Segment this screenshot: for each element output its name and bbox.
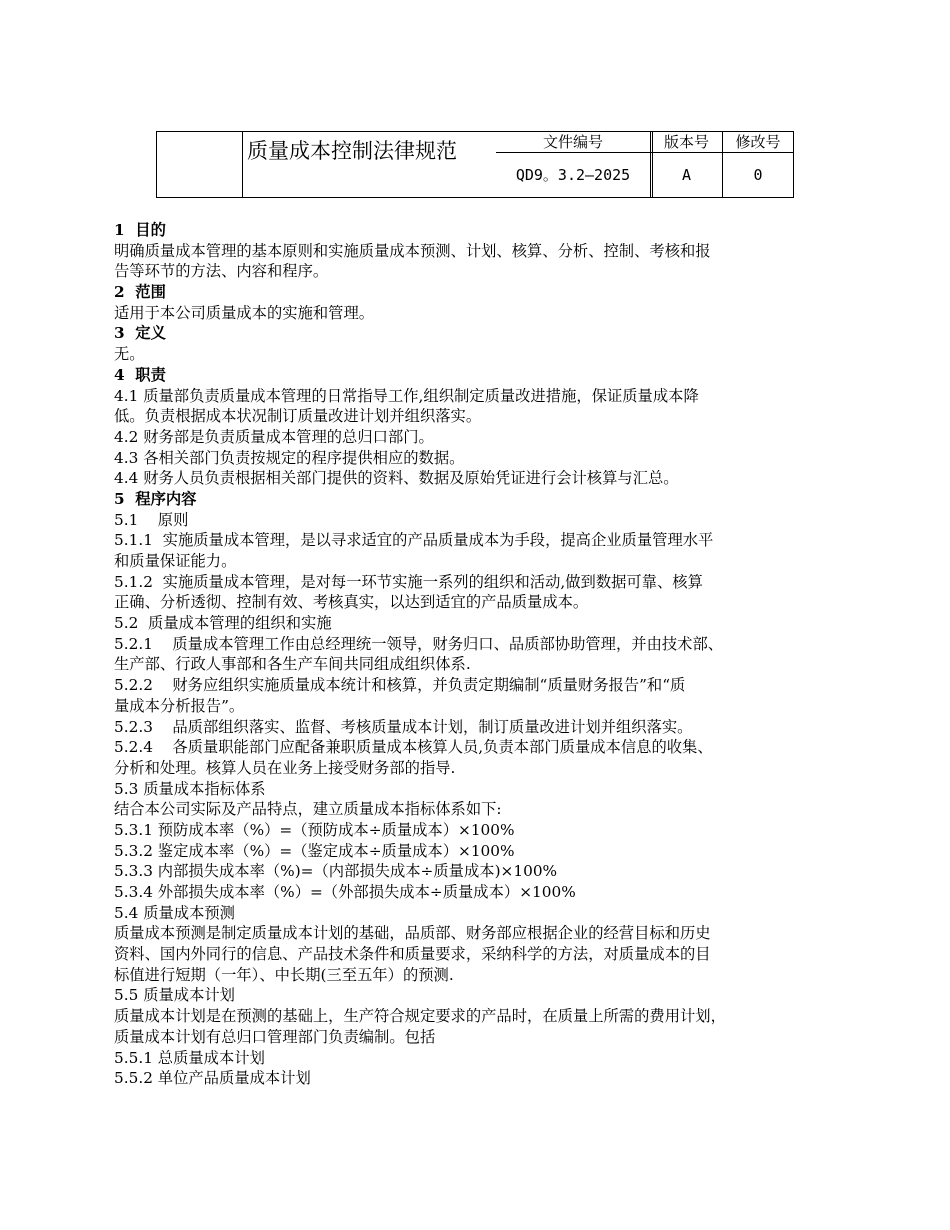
body-text-line: 4.4 财务人员负责根据相关部门提供的资料、数据及原始凭证进行会计核算与汇总。 [114, 469, 679, 488]
body-text-line: 低。负责根据成本状况制订质量改进计划并组织落实。 [114, 407, 482, 426]
body-text-line: 资料、国内外同行的信息、产品技术条件和质量要求，采纳科学的方法，对质量成本的目 [114, 945, 711, 964]
body-text-line: 分析和处理。核算人员在业务上接受财务部的指导. [114, 758, 456, 777]
body-text-line: 质量成本计划有总归口管理部门负责编制。包括 [114, 1027, 436, 1046]
body-text-line: 5.3.3 内部损失成本率（%)=（内部损失成本÷质量成本)×100% [114, 862, 558, 881]
body-text-line: 5.2.3 品质部组织落实、监督、考核质量成本计划，制订质量改进计划并组织落实。 [114, 717, 693, 736]
section-heading: 4 职责 [114, 365, 166, 384]
body-text-line: 5.2.2 财务应组织实施质量成本统计和核算，并负责定期编制“质量财务报告”和“质 [114, 676, 686, 695]
logo-cell [157, 132, 243, 197]
body-text-line: 5.3.2 鉴定成本率（%）=（鉴定成本÷质量成本）×100% [114, 841, 515, 860]
body-text-line: 4.1 质量部负责质量成本管理的日常指导工作,组织制定质量改进措施，保证质量成本降 [114, 386, 699, 405]
revision-label: 修改号 [723, 132, 793, 153]
body-text-line: 4.3 各相关部门负责按规定的程序提供相应的数据。 [114, 448, 465, 467]
doc-no-label: 文件编号 [496, 132, 651, 153]
body-text-line: 量成本分析报告”。 [114, 696, 245, 715]
body-text-line: 5.1.2 实施质量成本管理，是对每一环节实施一系列的组织和活动,做到数据可靠、核算 [114, 572, 703, 591]
body-text-line: 5.5 质量成本计划 [114, 986, 235, 1005]
doc-no-value: QD9。3.2—2025 [496, 153, 651, 197]
version-value: A [651, 153, 723, 197]
body-text-line: 5.4 质量成本预测 [114, 903, 235, 922]
version-label: 版本号 [651, 132, 723, 153]
document-header-table [156, 131, 794, 198]
body-text-line: 5.1.1 实施质量成本管理，是以寻求适宜的产品质量成本为手段，提高企业质量管理水平 [114, 531, 714, 550]
body-text-line: 4.2 财务部是负责质量成本管理的总归口部门。 [114, 427, 434, 446]
body-text-line: 明确质量成本管理的基本原则和实施质量成本预测、计划、核算、分析、控制、考核和报 [114, 241, 711, 260]
body-text-line: 告等环节的方法、内容和程序。 [114, 262, 329, 281]
document-title: 质量成本控制法律规范 [247, 139, 457, 163]
body-text-line: 5.3.1 预防成本率（%）=（预防成本÷质量成本）×100% [114, 820, 515, 839]
body-text-line: 5.3.4 外部损失成本率（%）=（外部损失成本÷质量成本）×100% [114, 883, 576, 901]
body-text-line: 5.5.1 总质量成本计划 [114, 1048, 265, 1067]
body-text-line: 和质量保证能力。 [114, 552, 237, 570]
body-text-line: 正确、分析透彻、控制有效、考核真实，以达到适宜的产品质量成本。 [114, 593, 589, 612]
section-heading: 5 程序内容 [114, 489, 197, 508]
revision-value: 0 [753, 166, 763, 184]
body-text-line: 5.2.4 各质量职能部门应配备兼职质量成本核算人员,负责本部门质量成本信息的收集、 [114, 738, 713, 757]
body-text-line: 5.2.1 质量成本管理工作由总经理统一领导，财务归口、品质部协助管理，并由技术部、 [114, 634, 724, 653]
body-text-line: 生产部、行政人事部和各生产车间共同组成组织体系. [114, 655, 471, 674]
body-text-line: 无。 [114, 345, 145, 364]
body-text-line: 质量成本计划是在预测的基础上，生产符合规定要求的产品时，在质量上所需的费用计划， [114, 1007, 726, 1026]
document-body [114, 220, 854, 1089]
body-text-line: 5.2 质量成本管理的组织和实施 [114, 614, 332, 633]
body-text-line: 质量成本预测是制定质量成本计划的基础，品质部、财务部应根据企业的经营目标和历史 [114, 924, 711, 943]
body-text-line: 标值进行短期（一年）、中长期(三至五年）的预测. [114, 965, 454, 984]
body-text-line: 5.3 质量成本指标体系 [114, 779, 266, 798]
body-text-line: 5.1 原则 [114, 510, 189, 529]
section-heading: 3 定义 [114, 324, 166, 343]
body-text-line: 5.5.2 单位产品质量成本计划 [114, 1069, 311, 1088]
section-heading: 2 范围 [114, 283, 166, 302]
body-text-line: 适用于本公司质量成本的实施和管理。 [114, 303, 375, 322]
section-heading: 1 目的 [114, 221, 166, 239]
body-text-line: 结合本公司实际及产品特点，建立质量成本指标体系如下: [114, 800, 502, 819]
